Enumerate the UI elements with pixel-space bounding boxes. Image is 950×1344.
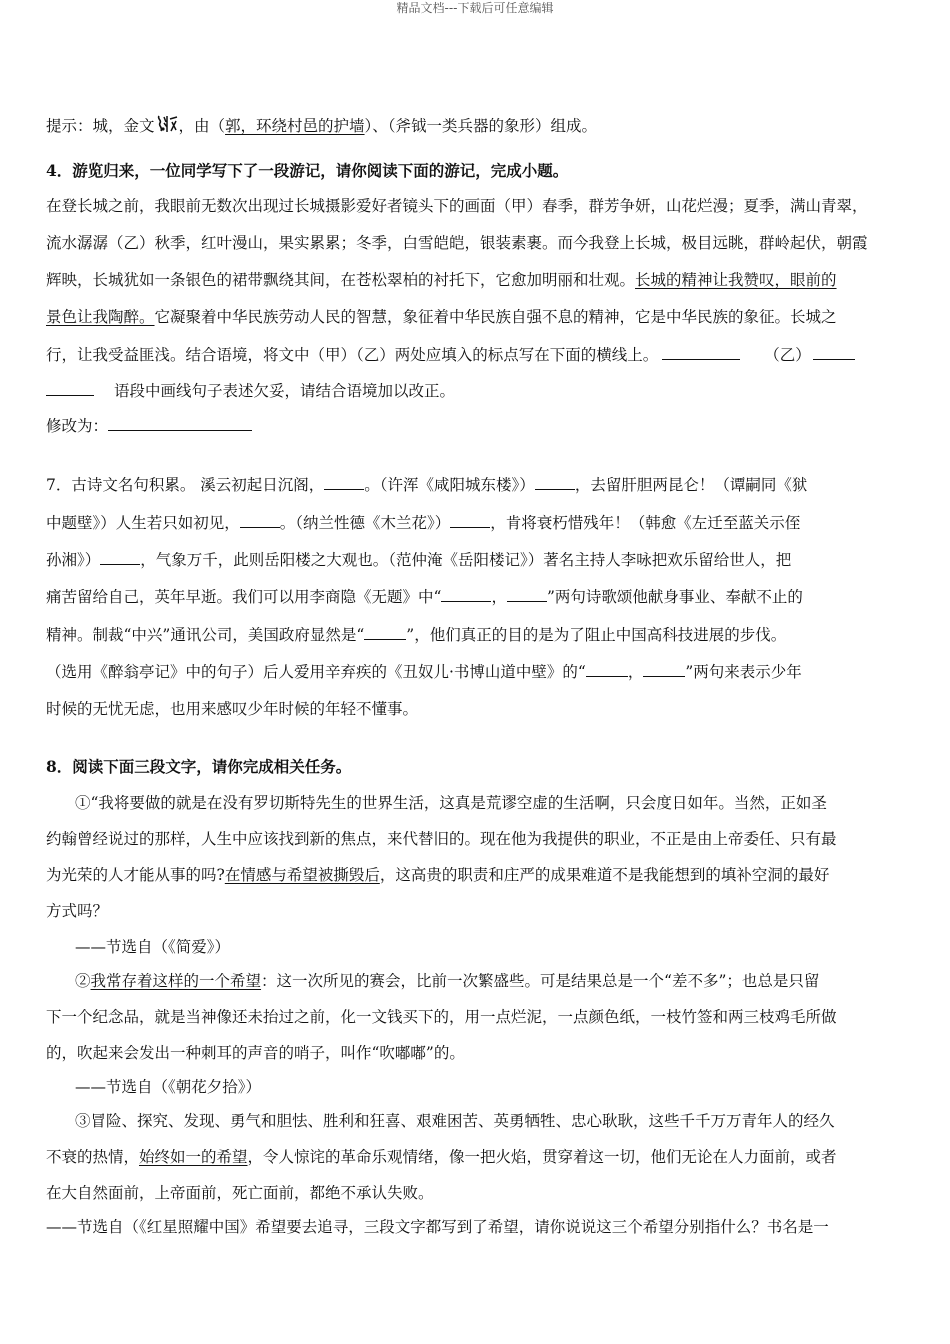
q8-s2-line-1: ②我常存着这样的一个希望：这一次所见的赛会，比前一次繁盛些。可是结果总是一个“差不多”；也总是只留	[75, 972, 820, 990]
fix-answer-blank[interactable]	[108, 416, 252, 431]
q8-s1-line-3: 为光荣的人才能从事的吗?在情感与希望被撕毁后，这高贵的职责和庄严的成果难道不是我能想到的填补空洞的最好	[46, 866, 830, 884]
q8-s1-line-4: 方式吗？	[46, 902, 109, 920]
q8-s2-line-3: 的，吹起来会发出一种刺耳的声音的哨子，叫作“吹嘟嘟”的。	[46, 1044, 465, 1062]
q4-fix-line: 修改为：	[46, 415, 906, 437]
q8-title: 8．阅读下面三段文字，请你完成相关任务。	[46, 757, 352, 776]
q8-s1-source: ——节选自（《简爱》）	[75, 938, 231, 956]
page-header: 精品文档---下载后可任意编辑	[396, 1, 554, 15]
q7-blank-5[interactable]	[100, 550, 140, 565]
q7-blank-10[interactable]	[643, 662, 685, 677]
q8-s3-underlined: 始终如一的希望	[139, 1148, 248, 1166]
q8-s1-line-2: 约翰曾经说过的那样，人生中应该找到新的焦点，来代替旧的。现在他为我提供的职业，不正是由上帝委任、只有最	[46, 830, 837, 848]
q7-blank-1[interactable]	[324, 475, 364, 490]
hint-underlined: 郭，环绕村邑的护墙	[225, 117, 365, 135]
q8-s2-underlined: 我常存着这样的一个希望	[90, 972, 262, 990]
q8-s3-line-3: 在大自然面前，上帝面前，死亡面前，都绝不承认失败。	[46, 1184, 434, 1202]
q4-line-5: 行，让我受益匪浅。结合语境，将文中（甲）（乙）两处应填入的标点写在下面的横线上。 （乙）	[46, 344, 906, 366]
bronze-script-glyph	[155, 113, 179, 135]
answer-blank-yi-cont[interactable]	[46, 381, 94, 396]
q7-blank-8[interactable]	[364, 625, 406, 640]
q7-line-3: 孙湘》） ，气象万千，此则岳阳楼之大观也。（范仲淹《岳阳楼记》）著名主持人李咏把欢乐留给世人，把	[46, 551, 792, 569]
q8-s1-line-1: ①“我将要做的就是在没有罗切斯特先生的世界生活，这真是荒谬空虚的生活啊，只会度日如年。当然，正如圣	[75, 794, 827, 812]
hint-text: 提示：城，金文	[46, 117, 155, 135]
q7-blank-6[interactable]	[441, 587, 491, 602]
q7-blank-7[interactable]	[507, 587, 547, 602]
q7-blank-2[interactable]	[535, 475, 575, 490]
q7-line-5: 精神。制裁“中兴”通讯公司，美国政府显然是“ ”，他们真正的目的是为了阻止中国高科技进展的步伐。	[46, 626, 787, 644]
q7-line-7: 时候的无忧无虑，也用来感叹少年时候的年轻不懂事。	[46, 700, 419, 718]
q4-line-6: 语段中画线句子表述欠妥，请结合语境加以改正。	[46, 380, 906, 402]
q8-s2-source: ——节选自（《朝花夕拾》）	[75, 1078, 262, 1096]
q7-blank-3[interactable]	[240, 513, 280, 528]
q7-line-6: （选用《醉翁亭记》中的句子）后人爱用辛弃疾的《丑奴儿·书博山道中壁》的“ ， ”两句来表示少年	[46, 663, 802, 681]
hint-line: 提示：城，金文 ，由（郭，环绕村邑的护墙）、（斧钺一类兵器的象形）组成。	[46, 113, 906, 137]
answer-blank-jia[interactable]	[662, 345, 740, 360]
answer-blank-yi[interactable]	[813, 345, 855, 360]
q4-line-3: 辉映，长城犹如一条银色的裙带飘绕其间，在苍松翠柏的衬托下，它愈加明丽和壮观。长城的精神让我赞叹，眼前的	[46, 271, 837, 289]
q4-underlined-sentence-1: 长城的精神让我赞叹，眼前的	[635, 271, 837, 289]
q7-line-1: 7．古诗文名句积累。 溪云初起日沉阁， 。（许浑《咸阳城东楼》） ，去留肝胆两昆仑！（谭嗣同《狱	[46, 476, 808, 494]
q7-blank-4[interactable]	[450, 513, 490, 528]
q8-s1-underlined: 在情感与希望被撕毁后	[224, 866, 380, 884]
q8-s2-line-2: 下一个纪念品，就是当神像还未抬过之前，化一文钱买下的，用一点烂泥，一点颜色纸，一枝竹签和两三枝鸡毛所做	[46, 1008, 837, 1026]
q7-line-4: 痛苦留给自己，英年早逝。我们可以用李商隐《无题》中“ ， ”两句诗歌颂他献身事业、奉献不止的	[46, 588, 803, 606]
q7-blank-9[interactable]	[586, 662, 628, 677]
q8-s3-line-2: 不衰的热情，始终如一的希望，令人惊诧的革命乐观情绪，像一把火焰，贯穿着这一切，他们无论在人力面前，或者	[46, 1148, 837, 1166]
q4-title: 4．游览归来，一位同学写下了一段游记，请你阅读下面的游记，完成小题。	[46, 161, 569, 180]
q4-line-1: 在登长城之前，我眼前无数次出现过长城摄影爱好者镜头下的画面（甲）春季，群芳争妍，山花烂漫；夏季，满山青翠，	[46, 197, 868, 215]
q4-line-4: 景色让我陶醉。它凝聚着中华民族劳动人民的智慧，象征着中华民族自强不息的精神，它是中华民族的象征。长城之	[46, 308, 837, 326]
q8-s3-line-1: ③冒险、探究、发现、勇气和胆怯、胜利和狂喜、艰难困苦、英勇牺牲、忠心耿耿，这些千千万万青年人的经久	[75, 1112, 835, 1130]
q8-s3-source: ——节选自（《红星照耀中国》希望要去追寻，三段文字都写到了希望，请你说说这三个希望分别指什么？书名是一	[46, 1218, 829, 1236]
q4-line-2: 流水潺潺（乙）秋季，红叶漫山，果实累累；冬季，白雪皑皑，银装素裹。而今我登上长城，极目远眺，群岭起伏，朝霞	[46, 234, 868, 252]
q4-underlined-sentence-2: 景色让我陶醉。	[46, 308, 155, 326]
q7-line-2: 中题壁》）人生若只如初见， 。（纳兰性德《木兰花》） ，肯将衰朽惜残年！（韩愈《左迁至蓝关示侄	[46, 514, 801, 532]
